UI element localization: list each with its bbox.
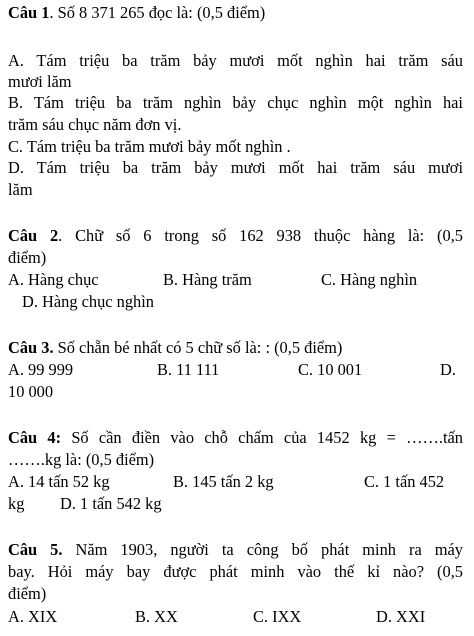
question-5-text: Năm 1903, người ta công bố phát minh ra máy (62, 540, 463, 559)
q4-options-row2 (8, 494, 468, 514)
q1-option-a-line2: mươi lăm (8, 72, 72, 91)
q3-options-row1 (8, 360, 468, 380)
q3-option-a: A. 99 999 (8, 360, 74, 379)
q3-option-d-letter: D. (440, 360, 456, 379)
q5-option-a: A. XIX (8, 607, 58, 626)
question-4-text: Số cần điền vào chỗ chấm của 1452 kg = …….tấn (61, 428, 463, 447)
q1-option-a-line1: A. Tám triệu ba trăm bảy mươi mốt nghìn hai trăm sáu (8, 51, 463, 70)
q1-option-b-line2: trăm sáu chục năm đơn vị. (8, 115, 182, 134)
q2-option-d: D. Hàng chục nghìn (22, 292, 155, 311)
q3-option-d-value: 10 000 (8, 382, 54, 401)
question-4-label: Câu 4: (8, 428, 62, 447)
q2-options-row1 (8, 270, 468, 290)
q4-option-c-line2: kg (8, 494, 25, 513)
question-2-label: Câu 2 (8, 226, 59, 245)
q5-option-c: C. IXX (253, 607, 302, 626)
q1-option-d-line2: lăm (8, 180, 33, 199)
question-5-line1 (8, 540, 463, 560)
question-3 (8, 338, 342, 358)
question-1 (8, 3, 265, 23)
question-2-line2: điểm) (8, 248, 47, 267)
question-1-text: . Số 8 371 265 đọc là: (0,5 điểm) (49, 3, 266, 22)
q4-option-d: D. 1 tấn 542 kg (60, 494, 162, 513)
question-1-label: Câu 1 (8, 3, 50, 22)
q4-option-a: A. 14 tấn 52 kg (8, 472, 110, 491)
q4-option-b: B. 145 tấn 2 kg (173, 472, 274, 491)
q5-option-b: B. XX (135, 607, 178, 626)
question-3-label: Câu 3. (8, 338, 54, 357)
question-3-text: Số chẵn bé nhất có 5 chữ số là: : (0,5 điểm) (53, 338, 343, 357)
question-2-text: . Chữ số 6 trong số 162 938 thuộc hàng là: (0,5 (58, 226, 463, 245)
q5-option-d: D. XXI (376, 607, 426, 626)
question-5-label: Câu 5. (8, 540, 63, 559)
q2-option-c: C. Hàng nghìn (321, 270, 418, 289)
question-5-line2: bay. Hỏi máy bay được phát minh vào thế kỉ nào? (0,5 (8, 562, 463, 581)
question-4-line2: …….kg là: (0,5 điểm) (8, 450, 155, 469)
q4-option-c-line1: C. 1 tấn 452 (364, 472, 445, 491)
q2-option-a: A. Hàng chục (8, 270, 99, 289)
q4-options-row1 (8, 472, 468, 492)
question-5-line3: điểm) (8, 584, 47, 603)
q1-option-b-line1: B. Tám triệu ba trăm nghìn bảy chục nghìn một nghìn hai (8, 93, 463, 112)
question-4-line1 (8, 428, 463, 448)
q5-options-row (8, 607, 468, 627)
q1-option-c: C. Tám triệu ba trăm mươi bảy mốt nghìn . (8, 137, 291, 156)
question-2-line1 (8, 226, 463, 246)
q2-option-b: B. Hàng trăm (163, 270, 252, 289)
q3-option-c: C. 10 001 (298, 360, 363, 379)
q1-option-d-line1: D. Tám triệu ba trăm bảy mươi mốt hai trăm sáu mươi (8, 158, 463, 177)
q3-option-b: B. 11 111 (157, 360, 220, 379)
